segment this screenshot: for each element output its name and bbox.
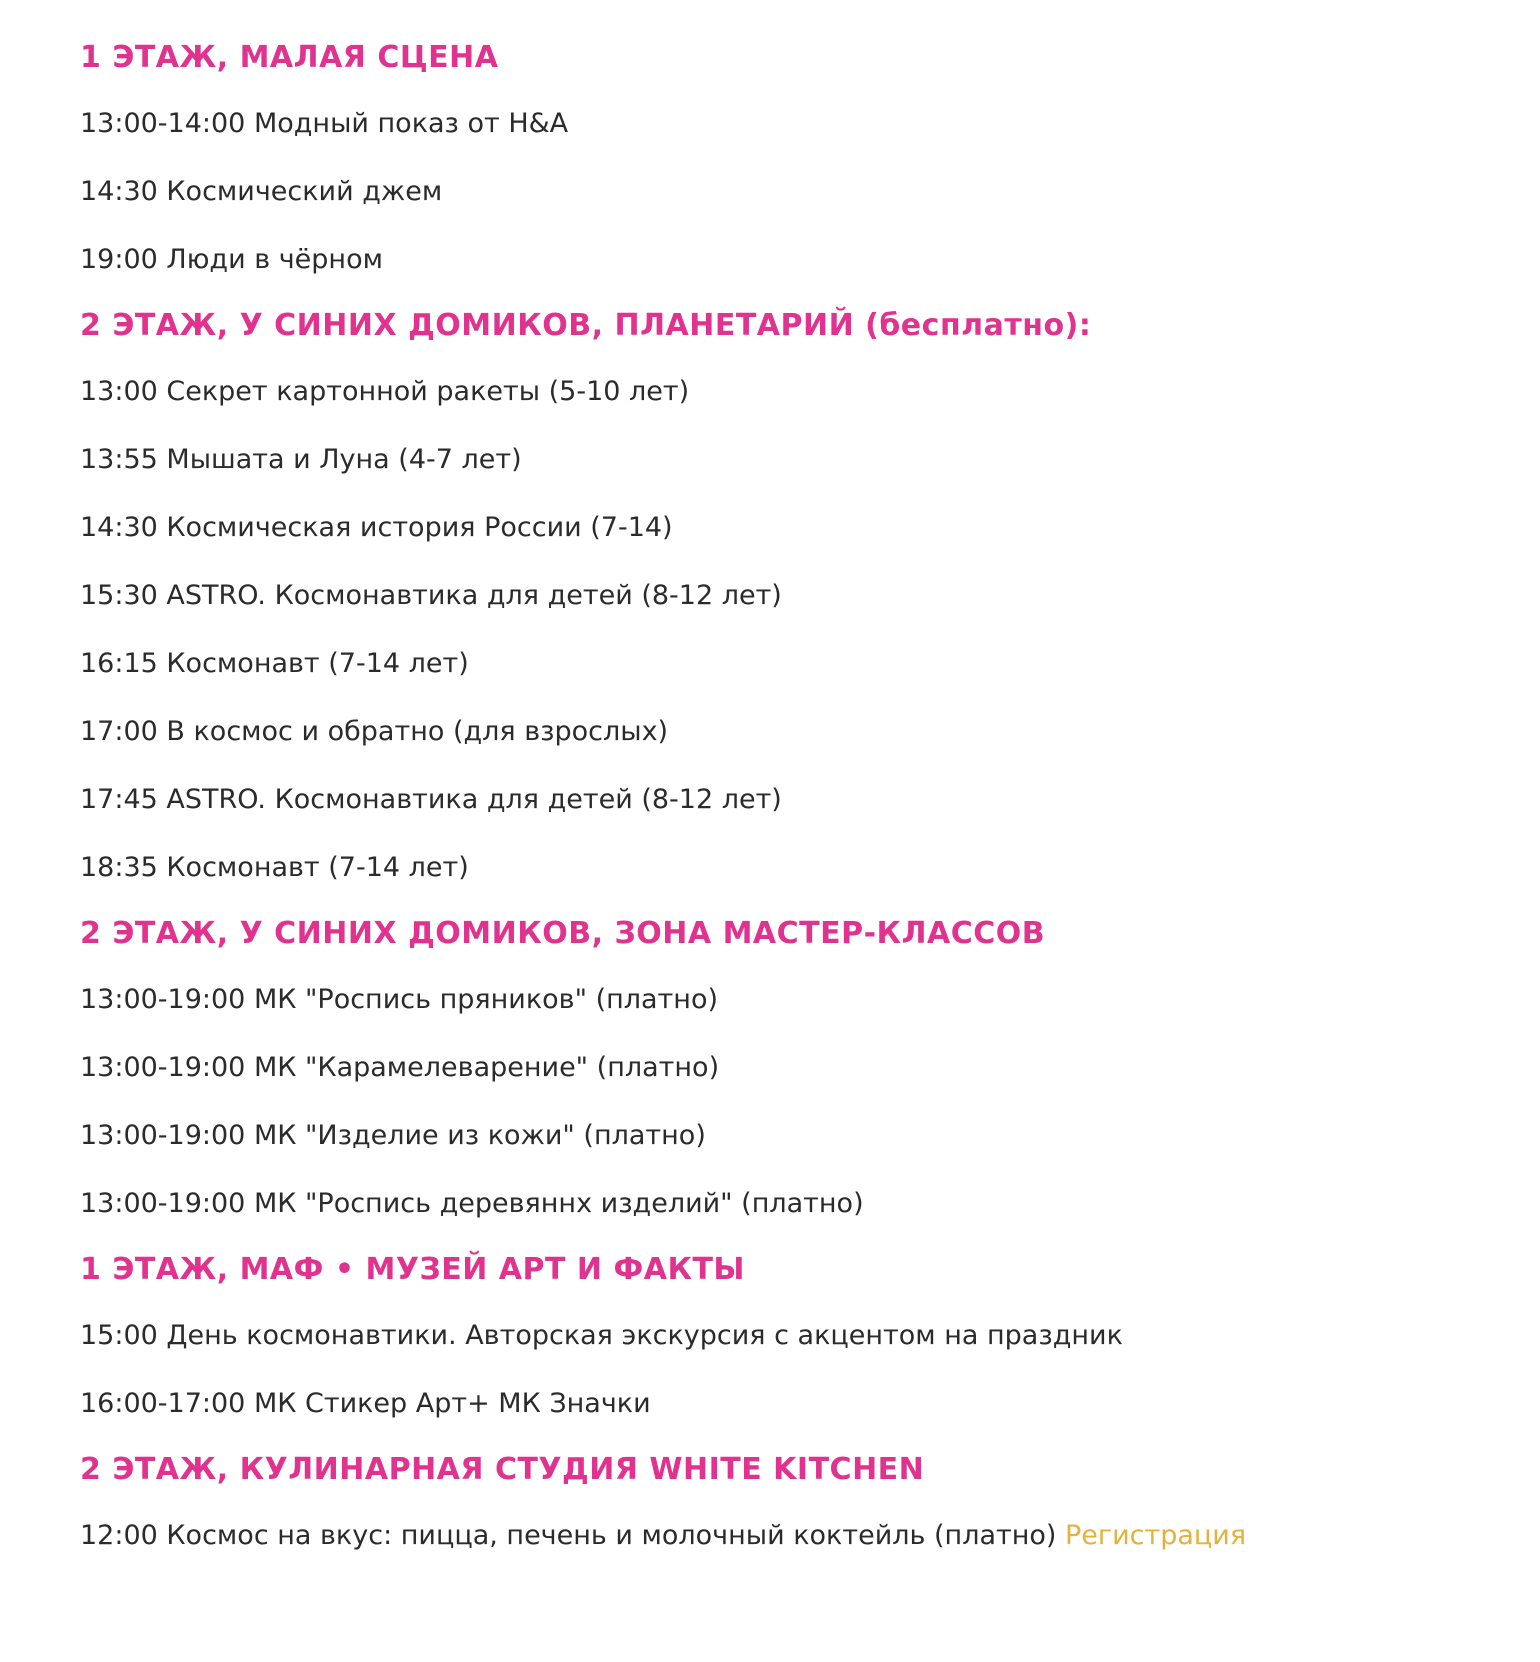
schedule-item: 17:45 ASTRO. Космонавтика для детей (8-12 лет): [80, 784, 782, 815]
schedule-item: 15:00 День космонавтики. Авторская экскурсия с акцентом на праздник: [80, 1320, 1123, 1351]
schedule-item: 13:00-14:00 Модный показ от H&A: [80, 108, 569, 139]
section-kitchen: [80, 1448, 1500, 1556]
schedule-item: 13:00 Секрет картонной ракеты (5-10 лет): [80, 376, 690, 407]
schedule-item: 16:15 Космонавт (7-14 лет): [80, 648, 469, 679]
schedule-item: 15:30 ASTRO. Космонавтика для детей (8-12 лет): [80, 580, 782, 611]
schedule-item: 13:55 Мышата и Луна (4-7 лет): [80, 444, 522, 475]
section-planetarium: [80, 304, 1500, 888]
section-master-classes: [80, 912, 1500, 1224]
schedule-item: 14:30 Космический джем: [80, 176, 443, 207]
section-title: 1 ЭТАЖ, МАФ • МУЗЕЙ АРТ И ФАКТЫ: [80, 1252, 746, 1287]
section-title: 2 ЭТАЖ, У СИНИХ ДОМИКОВ, ПЛАНЕТАРИЙ (бесплатно):: [80, 308, 1092, 343]
section-title: 1 ЭТАЖ, МАЛАЯ СЦЕНА: [80, 40, 499, 75]
schedule-item-text: 12:00 Космос на вкус: пицца, печень и молочный коктейль (платно): [80, 1520, 1066, 1551]
schedule-item: 14:30 Космическая история России (7-14): [80, 512, 673, 543]
schedule-item-with-link: [80, 1516, 1500, 1556]
schedule: [80, 36, 1500, 1584]
section-title: 2 ЭТАЖ, У СИНИХ ДОМИКОВ, ЗОНА МАСТЕР-КЛАССОВ: [80, 916, 1046, 951]
section-title: 2 ЭТАЖ, КУЛИНАРНАЯ СТУДИЯ WHITE KITCHEN: [80, 1452, 925, 1487]
section-small-stage: [80, 36, 1500, 280]
registration-link[interactable]: Регистрация: [1065, 1520, 1247, 1551]
section-museum: [80, 1248, 1500, 1424]
schedule-item: 13:00-19:00 МК "Роспись пряников" (платно): [80, 984, 718, 1015]
schedule-item: 18:35 Космонавт (7-14 лет): [80, 852, 469, 883]
schedule-item: 13:00-19:00 МК "Роспись деревяннх изделий" (платно): [80, 1188, 864, 1219]
schedule-item: 16:00-17:00 МК Стикер Арт+ МК Значки: [80, 1388, 651, 1419]
schedule-item: 19:00 Люди в чёрном: [80, 244, 383, 275]
schedule-item: 13:00-19:00 МК "Карамелеварение" (платно): [80, 1052, 720, 1083]
schedule-item: 17:00 В космос и обратно (для взрослых): [80, 716, 669, 747]
schedule-item: 13:00-19:00 МК "Изделие из кожи" (платно): [80, 1120, 706, 1151]
